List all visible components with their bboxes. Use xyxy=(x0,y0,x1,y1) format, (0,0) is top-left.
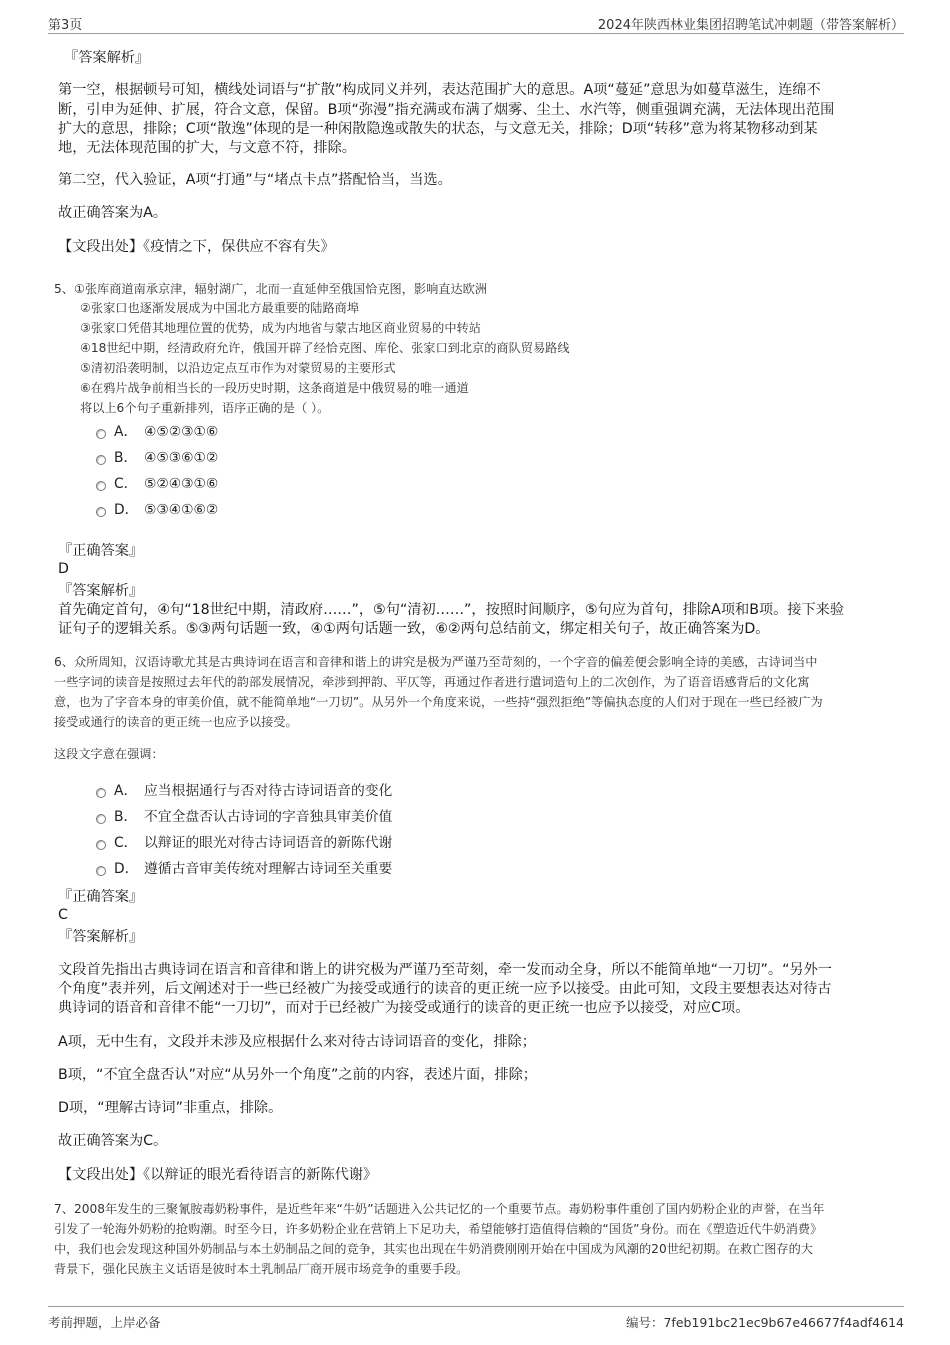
document-id: 编号：7feb191bc21ec9b67e46677f4adf4614 xyxy=(625,1315,904,1330)
radio-button[interactable] xyxy=(96,455,106,465)
question-line: 7、2008年发生的三聚氰胺毒奶粉事件，是近些年来“牛奶”话题进入公共记忆的一个重要节点。毒奶粉事件重创了国内奶粉企业的声誉，在当年 xyxy=(54,1202,825,1216)
option-a-note: A项，无中生有，文段并未涉及应根据什么来对待古诗词语音的变化，排除； xyxy=(58,1034,536,1050)
correct-answer-label: 『正确答案』 xyxy=(58,889,144,905)
option-b-note: B项，“不宜全盘否认”对应“从另外一个角度”之前的内容，表述片面，排除； xyxy=(58,1067,537,1083)
radio-button[interactable] xyxy=(96,481,106,491)
question-line: ⑥在鸦片战争前相当长的一段历史时期，这条商道是中俄贸易的唯一通道 xyxy=(80,381,469,395)
question-line: 引发了一轮海外奶粉的抢购潮。时至今日，许多奶粉企业在营销上下足功夫，希望能够打造值得信赖的“国货”身份。而在《塑造近代牛奶消费》 xyxy=(54,1222,823,1236)
page-header xyxy=(48,12,904,34)
question-line: 6、众所周知，汉语诗歌尤其是古典诗词在语言和音律和谐上的讲究是极为严谨乃至苛刻的，一个字音的偏差便会影响全诗的美感，古诗词当中 xyxy=(54,655,818,669)
radio-button[interactable] xyxy=(96,429,106,439)
question-line: 意，也为了字音本身的审美价值，就不能简单地“一刀切”。从另外一个角度来说，一些持“强烈拒绝”等偏执态度的人们对于现在一些已经被广为 xyxy=(54,695,823,709)
analysis-label: 『答案解析』 xyxy=(58,929,144,945)
radio-button[interactable] xyxy=(96,866,106,876)
question-line: 中，我们也会发现这种国外奶制品与本土奶制品之间的竞争，其实也出现在牛奶消费刚刚开始在中国成为风潮的20世纪初期。在救亡图存的大 xyxy=(54,1242,813,1256)
analysis-line: 首先确定首句，④句“18世纪中期，清政府……”，⑤句“清初……”，按照时间顺序，⑤句应为首句，排除A项和B项。接下来验 xyxy=(58,602,845,618)
question-line: 接受或通行的读音的更正统一也应予以接受。 xyxy=(54,715,298,729)
question-line: ②张家口也逐渐发展成为中国北方最重要的陆路商埠 xyxy=(80,301,360,315)
question-line: ③张家口凭借其地理位置的优势，成为内地省与蒙古地区商业贸易的中转站 xyxy=(80,321,481,335)
analysis-label: 『答案解析』 xyxy=(58,583,144,599)
page-number: 第3页 xyxy=(48,18,83,33)
page-footer xyxy=(48,1306,904,1330)
analysis-line: 断，引申为延伸、扩展，符合文意，保留。B项“弥漫”指充满或布满了烟雾、尘土、水汽等，侧重强调充满，无法体现出范围 xyxy=(58,102,835,118)
footer-slogan: 考前押题，上岸必备 xyxy=(48,1315,161,1330)
question-prompt: 这段文字意在强调： xyxy=(54,747,164,761)
option-d-note: D项，“理解古诗词”非重点，排除。 xyxy=(58,1100,283,1116)
radio-button[interactable] xyxy=(96,507,106,517)
question-line: ④18世纪中期，经清政府允许，俄国开辟了经恰克图、库伦、张家口到北京的商队贸易路线 xyxy=(80,341,570,355)
analysis-line: 典诗词的语音和音律不能“一刀切”，而对于已经被广为接受或通行的读音的更正统一也应予以接受，对应C项。 xyxy=(58,1000,750,1016)
analysis-line: 地，无法体现范围的扩大，与文意不符，排除。 xyxy=(58,140,356,156)
answer-conclusion: 故正确答案为A。 xyxy=(58,205,168,221)
analysis-second-blank: 第二空，代入验证，A项“打通”与“堵点卡点”搭配恰当，当选。 xyxy=(58,172,452,188)
question-prompt: 将以上6个句子重新排列，语序正确的是（ ）。 xyxy=(80,401,330,415)
question-line: 一些字词的读音是按照过去年代的韵部发展情况，牵涉到押韵、平仄等，再通过作者进行遣词造句上的二次创作，为了语音语感背后的文化寓 xyxy=(54,675,810,689)
answer-conclusion: 故正确答案为C。 xyxy=(58,1133,168,1149)
question-line: 背景下，强化民族主义话语是彼时本土乳制品厂商开展市场竞争的重要手段。 xyxy=(54,1262,469,1276)
radio-button[interactable] xyxy=(96,814,106,824)
passage-source: 【文段出处】《以辩证的眼光看待语言的新陈代谢》 xyxy=(58,1167,378,1183)
analysis-line: 第一空，根据顿号可知，横线处词语与“扩散”构成同义并列，表达范围扩大的意思。A项“蔓延”意思为如蔓草滋生，连绵不 xyxy=(58,82,821,98)
question-line: 5、①张库商道南承京津，辐射湖广，北而一直延伸至俄国恰克图，影响直达欧洲 xyxy=(54,282,488,296)
correct-answer: D xyxy=(58,561,69,577)
passage-source: 【文段出处】《疫情之下，保供应不容有失》 xyxy=(58,239,335,255)
document-title: 2024年陕西林业集团招聘笔试冲刺题（带答案解析） xyxy=(597,18,904,33)
correct-answer: C xyxy=(58,907,68,923)
question-line: ⑤清初沿袭明制，以沿边定点互市作为对蒙贸易的主要形式 xyxy=(80,361,396,375)
analysis-line: 扩大的意思，排除；C项“散逸”体现的是一种闲散隐逸或散失的状态，与文意无关，排除；D项“转移”意为将某物移动到某 xyxy=(58,121,818,137)
radio-button[interactable] xyxy=(96,840,106,850)
analysis-line: 个角度”表并列，后文阐述对于一些已经被广为接受或通行的读音的更正统一应予以接受。由此可知，文段主要想表达对待古 xyxy=(58,981,832,997)
analysis-line: 文段首先指出古典诗词在语言和音律和谐上的讲究极为严谨乃至苛刻，牵一发而动全身，所以不能简单地“一刀切”。“另外一 xyxy=(58,962,832,978)
analysis-line: 证句子的逻辑关系。⑤③两句话题一致，④①两句话题一致，⑥②两句总结前文，绑定相关句子，故正确答案为D。 xyxy=(58,621,770,637)
correct-answer-label: 『正确答案』 xyxy=(58,543,144,559)
radio-button[interactable] xyxy=(96,788,106,798)
analysis-label: 『答案解析』 xyxy=(64,50,150,66)
